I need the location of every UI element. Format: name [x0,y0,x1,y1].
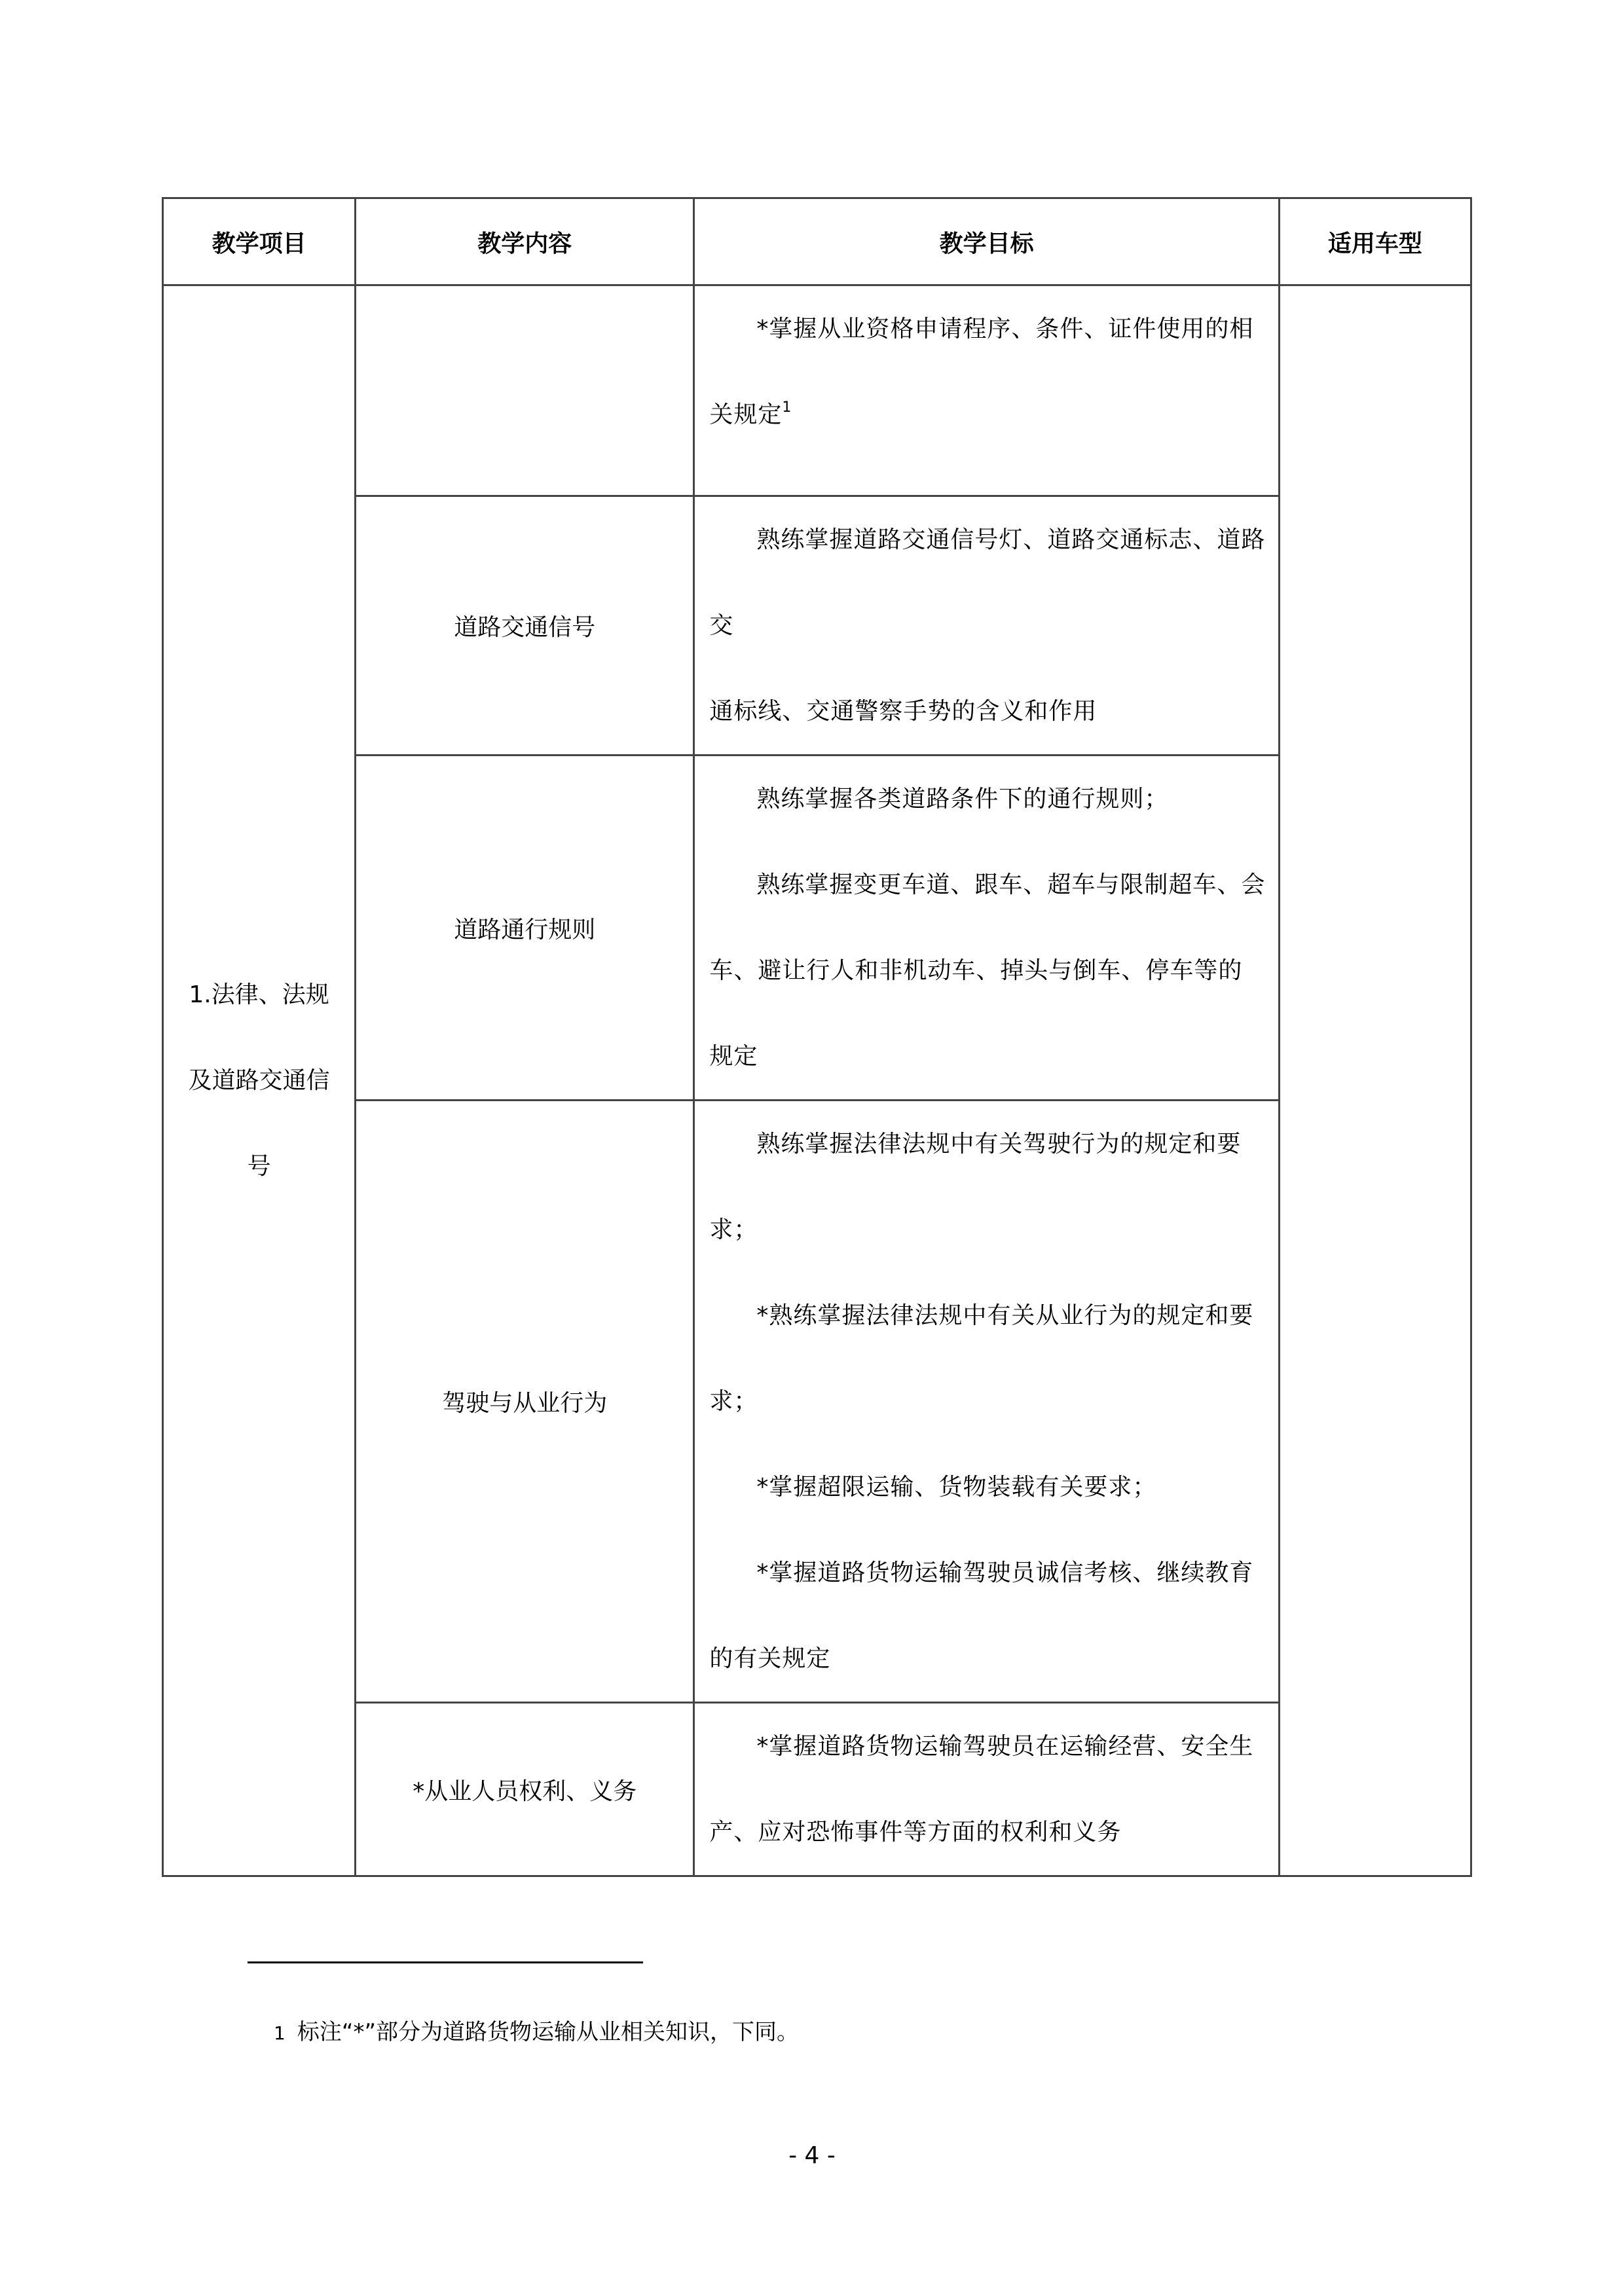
table-row [163,496,1471,756]
header-teaching-item: 教学项目 [163,198,356,285]
content-cell: 道路通行规则 [356,756,694,1101]
goal-line: 熟练掌握各类道路条件下的通行规则； [756,786,1169,812]
goal-line: *熟练掌握法律法规中有关从业行为的规定和要 [756,1302,1254,1329]
table-row [163,285,1471,496]
goal-line: 熟练掌握变更车道、跟车、超车与限制超车、会 [756,871,1266,898]
footnote-text: 标注“*”部分为道路货物运输从业相关知识，下同。 [297,2019,800,2045]
goal-line: 规定 [709,1043,758,1070]
vehicle-type-cell [1279,285,1471,1876]
teaching-item-cell [163,285,356,1876]
table-row [163,1703,1471,1876]
goal-line: *掌握从业资格申请程序、条件、证件使用的相 [756,316,1254,342]
goal-line: 产、应对恐怖事件等方面的权利和义务 [709,1819,1122,1846]
table-row [163,756,1471,1101]
goal-line: 的有关规定 [709,1645,831,1672]
goal-cell [694,1101,1279,1703]
header-teaching-content: 教学内容 [356,198,694,285]
goal-line: *掌握道路货物运输驾驶员在运输经营、安全生 [756,1733,1254,1760]
footnote-divider [248,1961,643,1963]
goal-cell [694,496,1279,756]
goal-cell [694,756,1279,1101]
goal-cell [694,285,1279,496]
item-line: 1.法律、法规 [189,981,329,1008]
content-cell [356,285,694,496]
footnote-ref: 1 [782,399,792,416]
goal-line: 熟练掌握法律法规中有关驾驶行为的规定和要 [756,1131,1242,1157]
goal-line: 通标线、交通警察手势的含义和作用 [709,698,1098,725]
header-teaching-goal: 教学目标 [694,198,1279,285]
curriculum-table [162,197,1472,1877]
page-number: - 4 - [788,2142,836,2169]
footnote-number: 1 [274,2022,286,2044]
goal-line: 求； [709,1388,758,1415]
goal-line: *掌握超限运输、货物装载有关要求； [756,1474,1157,1501]
goal-line: 熟练掌握道路交通信号灯、道路交通标志、道路交 [709,526,1266,639]
content-cell: *从业人员权利、义务 [356,1703,694,1876]
goal-line: *掌握道路货物运输驾驶员诚信考核、继续教育 [756,1559,1254,1586]
goal-cell [694,1703,1279,1876]
goal-line: 车、避让行人和非机动车、掉头与倒车、停车等的 [709,957,1243,984]
header-row [163,198,1471,285]
content-cell: 道路交通信号 [356,496,694,756]
goal-line: 求； [709,1216,758,1243]
item-line: 号 [247,1153,271,1180]
header-vehicle-type: 适用车型 [1279,198,1471,285]
content-cell: 驾驶与从业行为 [356,1101,694,1703]
item-line: 及道路交通信 [188,1067,330,1094]
footnote [274,2014,799,2046]
table-row [163,1101,1471,1703]
goal-line: 关规定$^1$ [709,399,792,428]
